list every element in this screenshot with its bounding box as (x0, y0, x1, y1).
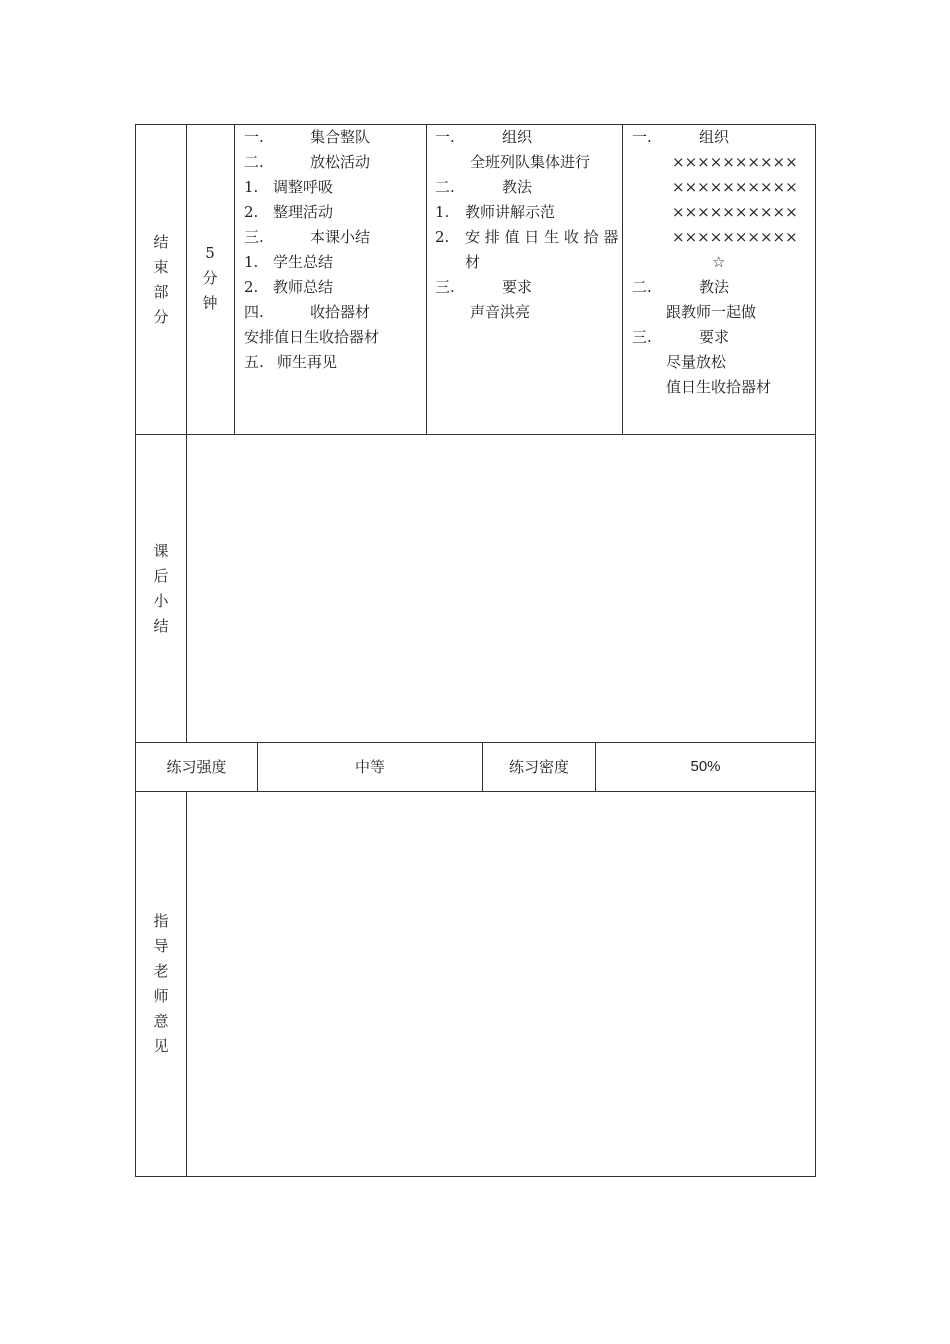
list-item-text: 本课小结 (310, 228, 371, 246)
density-value: 50% (690, 758, 721, 775)
method-text: 全班列队集体进行 (470, 153, 591, 171)
method-text: 安 排 值 日 生 收 拾 器 (465, 228, 619, 246)
teacher-comments-area[interactable] (188, 793, 814, 1175)
list-item-number: 四. (244, 303, 264, 321)
row-divider (135, 434, 816, 435)
org-text: 值日生收拾器材 (666, 378, 772, 396)
method-text: 材 (465, 253, 481, 271)
method-number: 二. (435, 178, 455, 196)
intensity-value: 中等 (354, 758, 385, 776)
row-divider (135, 791, 816, 792)
time-duration: 5 分 钟 (202, 244, 218, 312)
teacher-star-icon: ☆ (712, 253, 726, 271)
method-number: 一. (435, 128, 455, 146)
col-divider (186, 434, 187, 743)
method-text: 要求 (502, 278, 533, 296)
method-number: 1. (435, 203, 450, 221)
list-item-text: 放松活动 (310, 153, 371, 171)
section-label-summary: 课 后 小 结 (153, 542, 169, 635)
section-label-ending: 结 束 部 分 (153, 233, 169, 326)
org-number: 三. (632, 328, 652, 346)
org-text: 教法 (699, 278, 730, 296)
col-divider (186, 791, 187, 1177)
col-divider (426, 124, 427, 435)
list-item-number: 2. (244, 278, 259, 296)
org-text: 尽量放松 (666, 353, 727, 371)
org-text: 跟教师一起做 (666, 303, 757, 321)
list-item-text: 安排值日生收拾器材 (244, 328, 380, 346)
list-item-text: 收拾器材 (310, 303, 371, 321)
list-item-number: 五. (244, 353, 264, 371)
method-number: 三. (435, 278, 455, 296)
section-label-teacher-comments: 指 导 老 师 意 见 (153, 912, 169, 1055)
list-item-text: 学生总结 (273, 253, 334, 271)
method-text: 声音洪亮 (470, 303, 531, 321)
method-text: 教法 (502, 178, 533, 196)
list-item-text: 师生再见 (277, 353, 338, 371)
method-number: 2. (435, 228, 450, 246)
formation-row: ×××××××××× (672, 228, 798, 246)
col-divider (234, 124, 235, 435)
list-item-number: 2. (244, 203, 259, 221)
col-divider (186, 124, 187, 435)
formation-row: ×××××××××× (672, 203, 798, 221)
method-text: 教师讲解示范 (465, 203, 556, 221)
col-divider (622, 124, 623, 435)
list-item-number: 二. (244, 153, 264, 171)
org-number: 二. (632, 278, 652, 296)
list-item-number: 1. (244, 178, 259, 196)
org-text: 组织 (699, 128, 730, 146)
list-item-text: 整理活动 (273, 203, 334, 221)
formation-row: ×××××××××× (672, 153, 798, 171)
density-label: 练习密度 (508, 758, 569, 776)
list-item-number: 一. (244, 128, 264, 146)
list-item-text: 教师总结 (273, 278, 334, 296)
org-text: 要求 (699, 328, 730, 346)
org-number: 一. (632, 128, 652, 146)
list-item-text: 调整呼吸 (273, 178, 334, 196)
method-text: 组织 (502, 128, 533, 146)
list-item-text: 集合整队 (310, 128, 371, 146)
summary-content-area[interactable] (188, 436, 814, 741)
intensity-label: 练习强度 (166, 758, 227, 776)
list-item-number: 三. (244, 228, 264, 246)
list-item-number: 1. (244, 253, 259, 271)
formation-row: ×××××××××× (672, 178, 798, 196)
